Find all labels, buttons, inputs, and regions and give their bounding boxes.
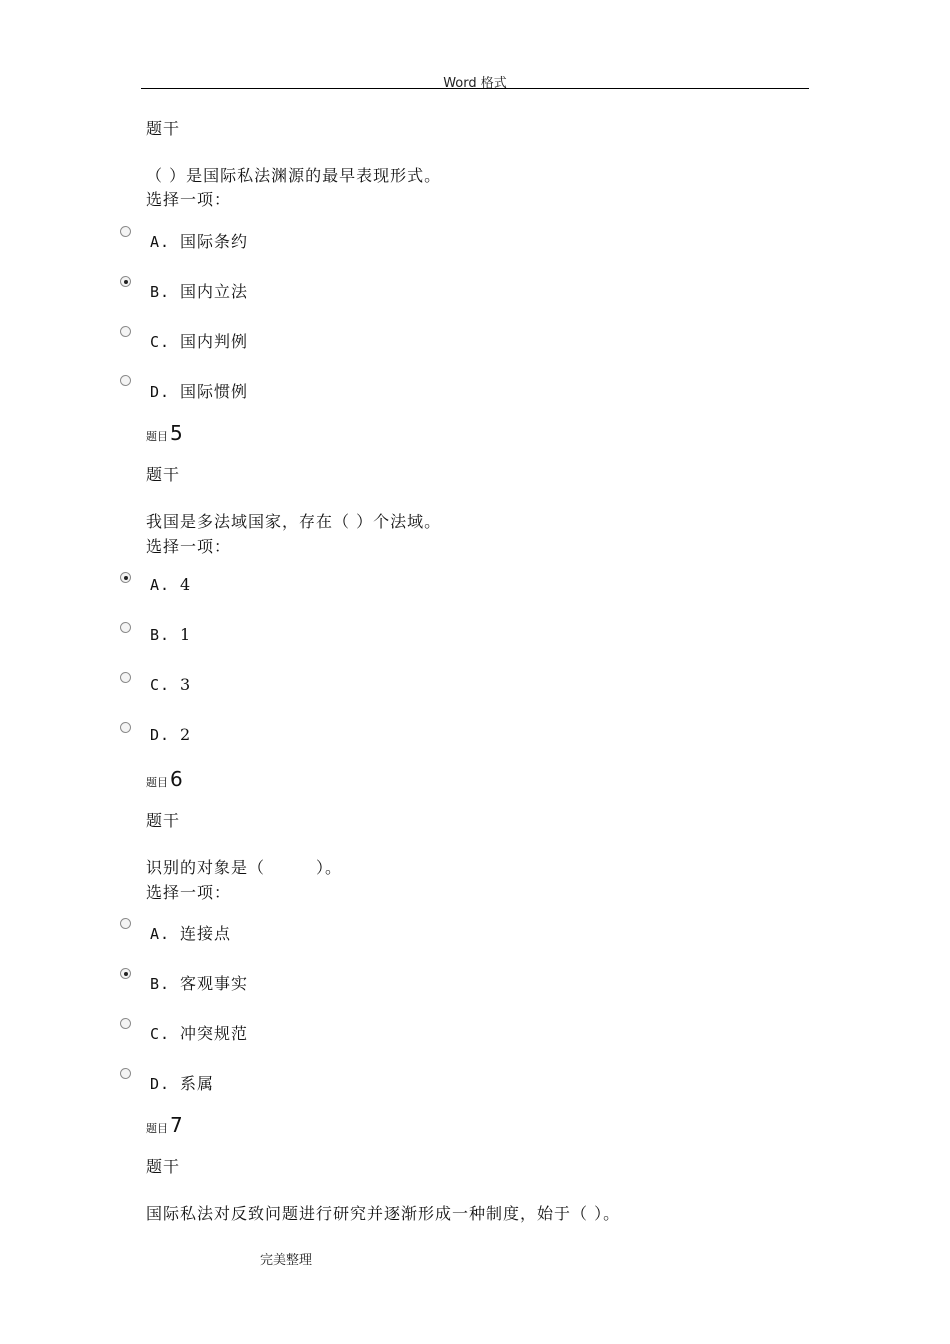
option-text: 国际条约 xyxy=(180,232,249,251)
header-title: Word 格式 xyxy=(443,76,507,91)
question-stem: 我国是多法域国家，存在（ ）个法域。 xyxy=(146,512,442,531)
option-a[interactable] xyxy=(150,575,191,594)
option-b[interactable] xyxy=(150,971,248,994)
question-number: 5 xyxy=(170,421,183,445)
option-b[interactable] xyxy=(150,625,191,644)
stem-label: 题干 xyxy=(146,1157,181,1176)
option-d[interactable] xyxy=(150,379,248,402)
question-heading xyxy=(146,767,183,791)
question-heading xyxy=(146,421,183,445)
option-letter: A. xyxy=(150,233,171,251)
question-number: 6 xyxy=(170,767,183,791)
option-a[interactable] xyxy=(150,229,248,252)
option-c[interactable] xyxy=(150,675,191,694)
option-letter: C. xyxy=(150,676,171,694)
option-text: 3 xyxy=(180,675,192,694)
option-letter: C. xyxy=(150,333,171,351)
option-text: 冲突规范 xyxy=(180,1024,249,1043)
radio-option-b-selected[interactable] xyxy=(120,968,131,979)
option-text: 国际惯例 xyxy=(180,382,249,401)
option-b[interactable] xyxy=(150,279,248,302)
choice-prompt: 选择一项： xyxy=(146,883,232,902)
radio-option-a[interactable] xyxy=(120,226,131,237)
question-number: 7 xyxy=(170,1113,183,1137)
question-stem: （ ）是国际私法渊源的最早表现形式。 xyxy=(146,166,442,185)
option-letter: D. xyxy=(150,726,171,744)
option-letter: B. xyxy=(150,626,171,644)
option-text: 系属 xyxy=(180,1074,215,1093)
radio-option-a-selected[interactable] xyxy=(120,572,131,583)
stem-label: 题干 xyxy=(146,465,181,484)
option-letter: C. xyxy=(150,1025,171,1043)
option-letter: A. xyxy=(150,925,171,943)
option-text: 国内判例 xyxy=(180,332,249,351)
radio-option-a[interactable] xyxy=(120,918,131,929)
option-text: 2 xyxy=(180,725,192,744)
option-letter: B. xyxy=(150,283,171,301)
radio-option-c[interactable] xyxy=(120,672,131,683)
option-text: 客观事实 xyxy=(180,974,249,993)
option-c[interactable] xyxy=(150,1021,248,1044)
radio-option-d[interactable] xyxy=(120,375,131,386)
radio-option-b[interactable] xyxy=(120,622,131,633)
option-text: 1 xyxy=(180,625,192,644)
radio-option-d[interactable] xyxy=(120,1068,131,1079)
header-divider xyxy=(141,88,809,89)
option-d[interactable] xyxy=(150,1071,214,1094)
option-letter: B. xyxy=(150,975,171,993)
question-title-label: 题目 xyxy=(146,776,168,789)
question-stem: 国际私法对反致问题进行研究并逐渐形成一种制度，始于（ ）。 xyxy=(146,1204,621,1223)
stem-label: 题干 xyxy=(146,811,181,830)
radio-option-c[interactable] xyxy=(120,1018,131,1029)
choice-prompt: 选择一项： xyxy=(146,537,232,556)
question-stem: 识别的对象是（ ）。 xyxy=(146,858,343,877)
question-title-label: 题目 xyxy=(146,1122,168,1135)
radio-option-d[interactable] xyxy=(120,722,131,733)
question-heading xyxy=(146,1113,183,1137)
option-c[interactable] xyxy=(150,329,248,352)
option-text: 国内立法 xyxy=(180,282,249,301)
option-text: 连接点 xyxy=(180,924,232,943)
option-text: 4 xyxy=(180,575,192,594)
option-d[interactable] xyxy=(150,725,191,744)
choice-prompt: 选择一项： xyxy=(146,190,232,209)
option-letter: D. xyxy=(150,1075,171,1093)
stem-label: 题干 xyxy=(146,119,181,138)
question-title-label: 题目 xyxy=(146,430,168,443)
option-a[interactable] xyxy=(150,921,231,944)
option-letter: A. xyxy=(150,576,171,594)
radio-option-b-selected[interactable] xyxy=(120,276,131,287)
radio-option-c[interactable] xyxy=(120,326,131,337)
footer-text: 完美整理 xyxy=(260,1253,313,1268)
option-letter: D. xyxy=(150,383,171,401)
